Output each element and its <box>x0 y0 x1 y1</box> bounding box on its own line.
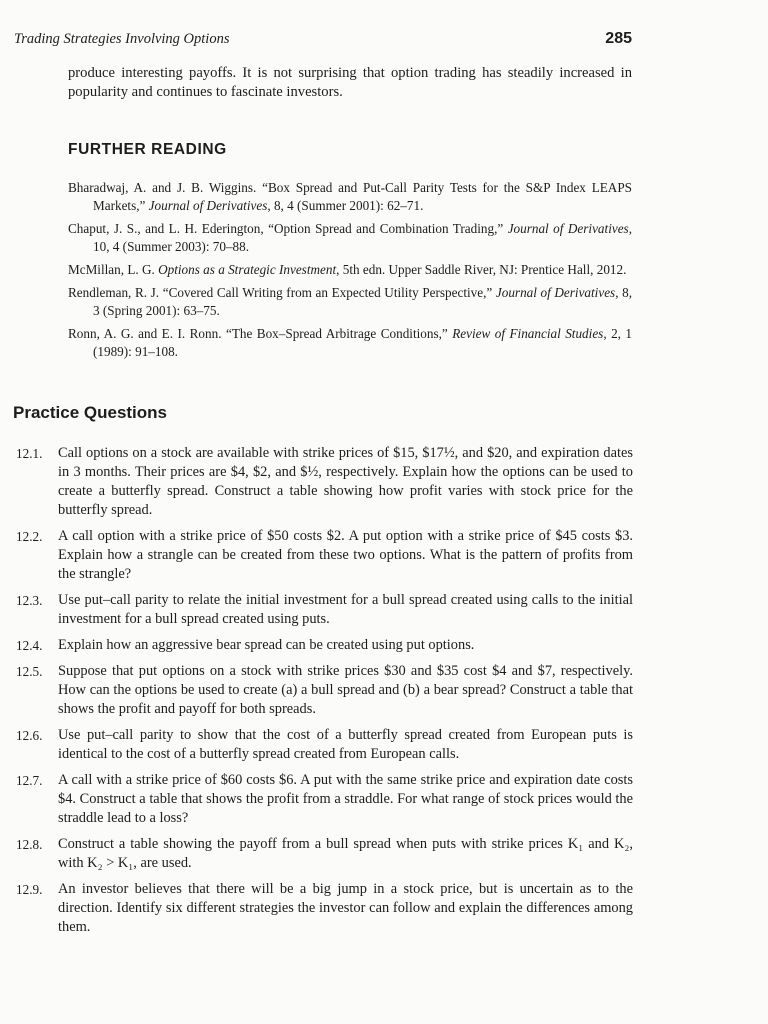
reference-item: Ronn, A. G. and E. I. Ronn. “The Box–Spread Arbitrage Conditions,” Review of Financial Studies, 2, 1 (1989): 91–108. <box>68 326 633 359</box>
question-text: Use put–call parity to relate the initial investment for a bull spread created using calls to the initial investment for a bull spread created using puts. <box>58 592 633 627</box>
reference-item: Rendleman, R. J. “Covered Call Writing from an Expected Utility Perspective,” Journal of Derivatives, 8, 3 (Spring 2001): 63–75. <box>68 285 632 318</box>
question-text: A call with a strike price of $60 costs $6. A put with the same strike price and expiration date costs $4. Construct a table that shows the profit from a straddle. For what range of stock prices would the straddle lead to a loss? <box>58 772 633 826</box>
page-header <box>14 30 632 50</box>
question-number: 12.2. <box>16 529 43 544</box>
question-text: Construct a table showing the payoff from a bull spread when puts with strike prices K₁ and K₂, with K₂ > K₁, are used. <box>58 836 633 871</box>
practice-questions-heading: Practice Questions <box>13 403 168 422</box>
question-number: 12.4. <box>16 638 43 653</box>
reference-item: Chaput, J. S., and L. H. Ederington, “Option Spread and Combination Trading,” Journal of Derivatives, 10, 4 (Summer 2003): 70–88. <box>68 221 632 254</box>
question-item <box>16 835 633 873</box>
question-list <box>16 444 633 944</box>
question-number: 12.1. <box>16 446 43 461</box>
reference-item: McMillan, L. G. Options as a Strategic Investment, 5th edn. Upper Saddle River, NJ: Prentice Hall, 2012. <box>68 262 627 277</box>
question-number: 12.3. <box>16 593 43 608</box>
question-text: Suppose that put options on a stock with strike prices $30 and $35 cost $4 and $7, respectively. How can the options be used to create (a) a bull spread and (b) a bear spread? Construct a table that shows the profit and payoff for both spreads. <box>58 663 633 717</box>
page-number: 285 <box>605 30 632 47</box>
question-item <box>16 444 633 520</box>
question-number: 12.8. <box>16 837 43 852</box>
question-text: An investor believes that there will be a big jump in a stock price, but is uncertain as to the direction. Identify six different strategies the investor can follow and explain the differences among them. <box>58 881 633 935</box>
question-text: A call option with a strike price of $50 costs $2. A put option with a strike price of $45 costs $3. Explain how a strangle can be created from these two options. What is the pattern of profits from the strangle? <box>58 528 633 582</box>
question-item <box>16 771 633 828</box>
question-text: Use put–call parity to show that the cost of a butterfly spread created from European puts is identical to the cost of a butterfly spread created from European calls. <box>58 727 633 762</box>
question-item <box>16 880 633 937</box>
question-number: 12.7. <box>16 773 43 788</box>
question-item <box>16 636 633 655</box>
reference-list <box>68 179 632 366</box>
question-item <box>16 527 633 584</box>
further-reading-heading: FURTHER READING <box>68 141 227 158</box>
question-item <box>16 726 633 764</box>
question-item <box>16 591 633 629</box>
running-title: Trading Strategies Involving Options <box>14 31 230 47</box>
intro-paragraph: produce interesting payoffs. It is not surprising that option trading has steadily increased in popularity and continues to fascinate investors. <box>68 65 632 100</box>
question-text: Call options on a stock are available with strike prices of $15, $17½, and $20, and expiration dates in 3 months. Their prices are $4, $2, and $½, respectively. Explain how the options can be used to create a butterfly spread. Construct a table showing how profit varies with stock price for the butterfly spread. <box>58 445 633 518</box>
question-item <box>16 662 633 719</box>
question-number: 12.9. <box>16 882 43 897</box>
reference-item: Bharadwaj, A. and J. B. Wiggins. “Box Spread and Put-Call Parity Tests for the S&P Index LEAPS Markets,” Journal of Derivatives, 8, 4 (Summer 2001): 62–71. <box>68 180 632 213</box>
question-text: Explain how an aggressive bear spread can be created using put options. <box>58 637 475 653</box>
question-number: 12.6. <box>16 728 43 743</box>
question-number: 12.5. <box>16 664 43 679</box>
